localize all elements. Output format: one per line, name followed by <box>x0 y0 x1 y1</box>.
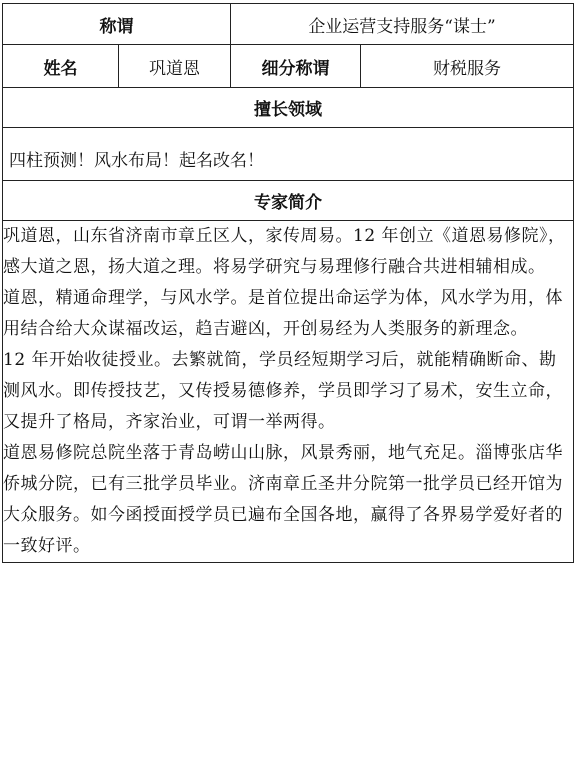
specialty-heading: 擅长领域 <box>3 88 574 128</box>
specialty-row <box>3 128 574 181</box>
bio-paragraph: 巩道恩，山东省济南市章丘区人，家传周易。12 年创立《道恩易修院》，感大道之恩，扬大道之理。将易学研究与易理修行融合共进相辅相成。 <box>3 226 566 277</box>
title-row <box>3 4 574 45</box>
specialty-cell <box>3 128 574 181</box>
subtitle-label: 细分称谓 <box>231 45 361 88</box>
name-value: 巩道恩 <box>119 45 231 88</box>
subtitle-value: 财税服务 <box>361 45 574 88</box>
title-label: 称谓 <box>3 4 231 45</box>
title-value: 企业运营支持服务“谋士” <box>231 4 574 45</box>
bio-paragraph: 道恩，精通命理学，与风水学。是首位提出命运学为体，风水学为用，体用结合给大众谋福改运，趋吉避凶，开创易经为人类服务的新理念。 <box>3 288 563 339</box>
bio-cell <box>3 221 574 563</box>
bio-row <box>3 221 574 563</box>
specialty-heading-row <box>3 88 574 128</box>
bio-heading: 专家简介 <box>3 181 574 221</box>
bio-paragraph: 12 年开始收徒授业。去繁就简，学员经短期学习后，就能精确断命、勘测风水。即传授技艺，又传授易德修养，学员即学习了易术，安生立命，又提升了格局，齐家治业，可谓一举两得。 <box>3 350 563 432</box>
bio-heading-row <box>3 181 574 221</box>
specialty-text: 四柱预测！风水布局！起名改名！ <box>9 150 264 171</box>
name-label: 姓名 <box>3 45 119 88</box>
name-row <box>3 45 574 88</box>
bio-paragraph: 道恩易修院总院坐落于青岛崂山山脉，风景秀丽，地气充足。淄博张店华侨城分院，已有三批学员毕业。济南章丘圣井分院第一批学员已经开馆为大众服务。如今函授面授学员已遍布全国各地，赢得了各界易学爱好者的一致好评。 <box>3 443 563 556</box>
expert-profile-table <box>2 3 574 563</box>
